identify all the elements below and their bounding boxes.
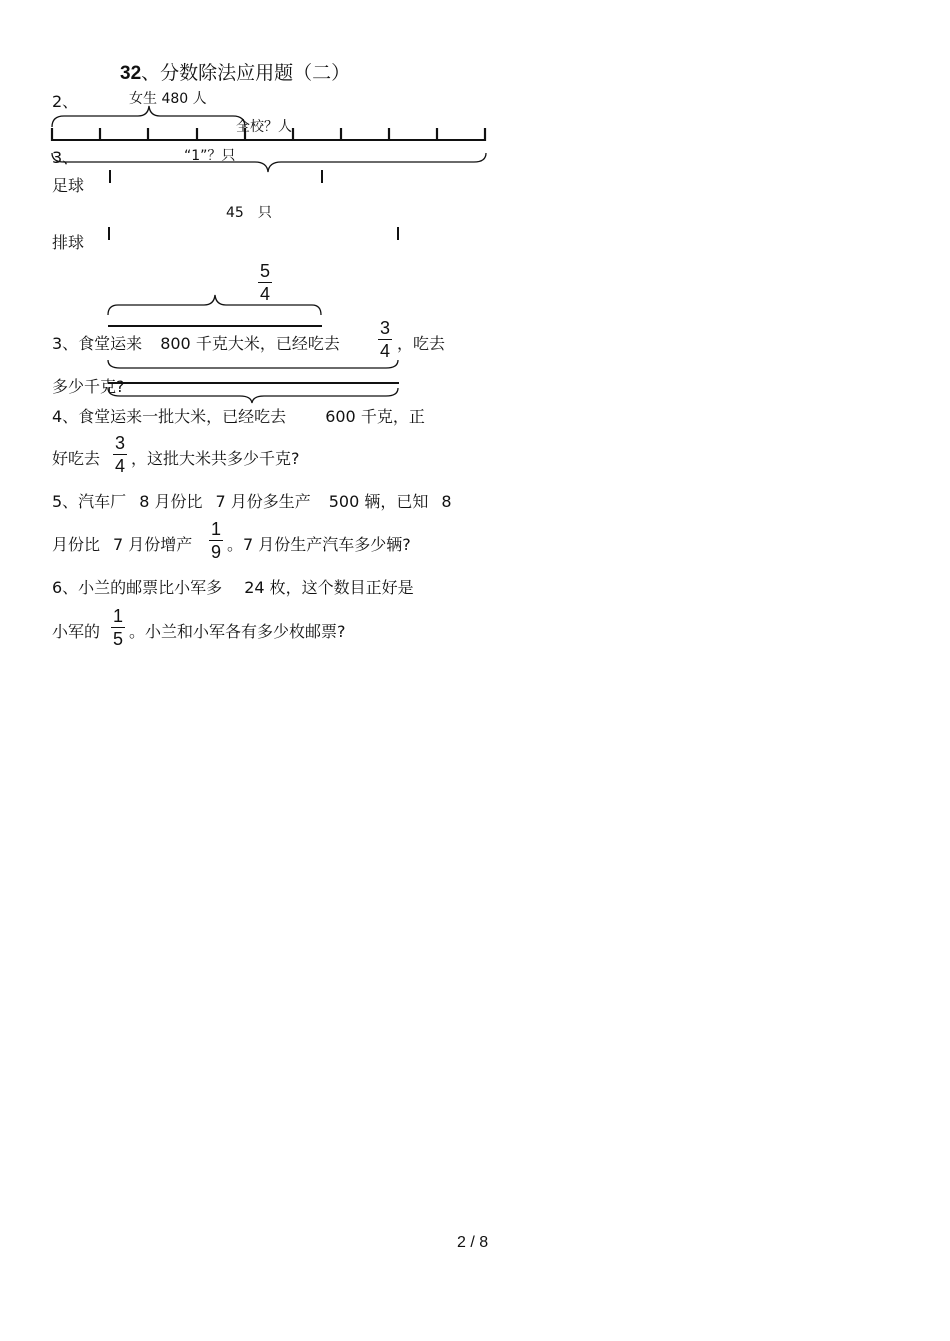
problem-5-line-2 — [52, 532, 192, 555]
problem-4-text-d: ，这批大米共多少千克? — [131, 449, 300, 468]
problem-6-fraction — [108, 606, 128, 649]
problem-6-line-1 — [52, 575, 414, 598]
whole-school-label: 全校？人 — [236, 119, 292, 135]
problem-6-text-b: 24 枚，这个数目正好是 — [244, 578, 414, 597]
fraction-denominator: 4 — [114, 456, 125, 476]
problem-4-line-1 — [52, 404, 425, 427]
problem-5-text-a: 5、汽车厂 — [52, 492, 127, 511]
volleyball-lower-brace — [108, 388, 398, 403]
problem-4-text-a: 4、食堂运来一批大米，已经吃去 — [52, 407, 287, 426]
problem-5-text-c: 7 月份多生产 — [215, 492, 311, 511]
page-number: 2 / 8 — [457, 1234, 489, 1251]
fraction-five-quarters — [255, 261, 275, 304]
count-45-label: 45 只 — [226, 205, 272, 221]
football-label: 足球 — [52, 176, 85, 195]
problem-3-text-a: 3、食堂运来 — [52, 334, 143, 353]
unit-one-label: “1”？只 — [184, 148, 236, 164]
volleyball-label: 排球 — [52, 233, 85, 252]
fraction-denominator: 5 — [112, 629, 123, 649]
fraction-numerator: 1 — [112, 606, 123, 626]
fraction-numerator: 3 — [114, 433, 125, 453]
problem-3-text-c: ，吃去 — [397, 334, 446, 353]
problem-5-text-h: 。7 月份生产汽车多少辆? — [227, 535, 411, 554]
fraction-numerator: 5 — [259, 261, 270, 281]
problem-6-text-d: 。小兰和小军各有多少枚邮票? — [129, 622, 346, 641]
problem-5-fraction — [206, 519, 226, 562]
football-brace — [108, 295, 321, 315]
problem-3-fraction — [375, 318, 395, 361]
problem-5-text-e: 8 — [441, 492, 452, 511]
title-number: 32 — [120, 63, 142, 84]
problem-5-text-g: 7 月份增产 — [113, 535, 193, 554]
title-text: 、分数除法应用题（二） — [141, 62, 351, 84]
whole-brace — [52, 153, 486, 172]
girls-label: 女生 480 人 — [129, 91, 207, 107]
problem-4-fraction — [110, 433, 130, 476]
problem-4-text-c: 好吃去 — [52, 449, 101, 468]
fraction-denominator: 4 — [259, 284, 270, 304]
problem-5-line-1 — [52, 489, 452, 512]
fraction-denominator: 9 — [210, 542, 221, 562]
problem-5-text-d: 500 辆，已知 — [328, 492, 429, 511]
volleyball-upper-brace — [108, 360, 398, 368]
girls-brace — [52, 106, 245, 127]
diagram3-number: 3、 — [52, 148, 79, 167]
fraction-numerator: 1 — [210, 519, 221, 539]
problem-5-text-f: 月份比 — [52, 535, 101, 554]
fraction-denominator: 4 — [379, 341, 390, 361]
problem-3-text-b: 800 千克大米，已经吃去 — [160, 334, 340, 353]
problem-3-line-2: 多少千克? — [52, 377, 125, 396]
problem-6-text-c: 小军的 — [52, 622, 101, 641]
problem-6-text-a: 6、小兰的邮票比小军多 — [52, 578, 223, 597]
fraction-numerator: 3 — [379, 318, 390, 338]
problem-3-line-1 — [52, 331, 340, 354]
diagram2-number: 2、 — [52, 92, 79, 111]
problem-5-text-b: 8 月份比 — [139, 492, 203, 511]
problem-4-text-b: 600 千克，正 — [325, 407, 425, 426]
